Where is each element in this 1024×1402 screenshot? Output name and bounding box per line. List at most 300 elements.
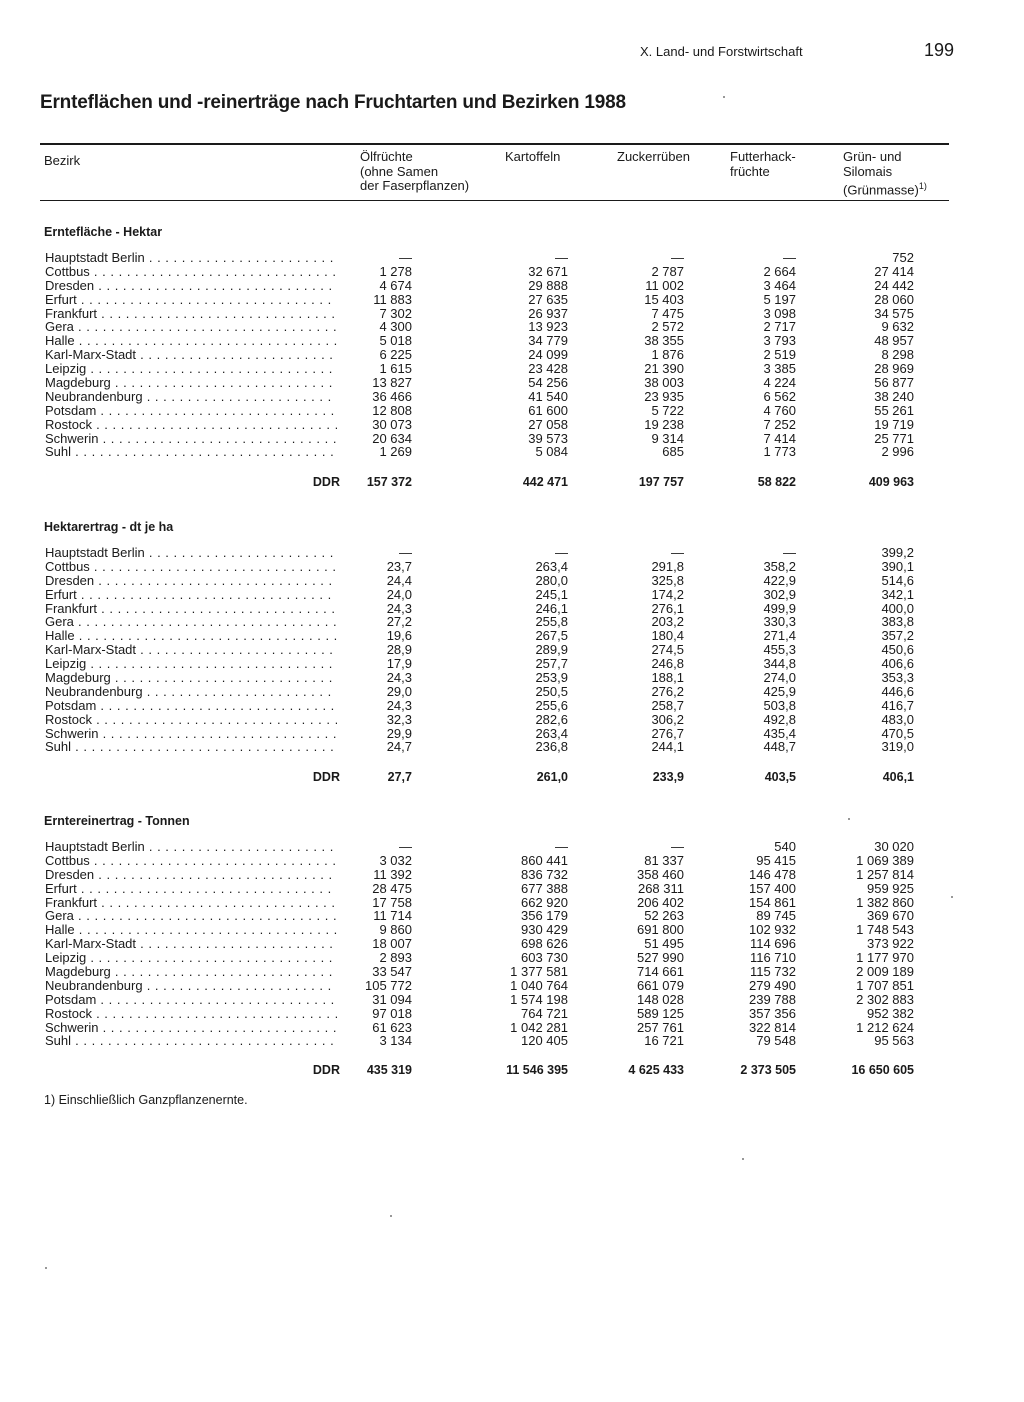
cell-value: 34 779 [528, 333, 568, 349]
cell-value: 30 073 [372, 416, 412, 432]
bezirk-name: Leipzig . . . [45, 362, 337, 376]
total-row-ddr [0, 1063, 1024, 1077]
cell-value: 28,9 [386, 642, 412, 658]
cell-value: 422,9 [763, 572, 796, 588]
cell-value: 399,2 [881, 545, 914, 560]
cell-value: 27,2 [386, 614, 412, 630]
cell-value: 358 460 [637, 866, 684, 882]
cell-value: 4 760 [763, 402, 796, 418]
cell-value: 95 563 [874, 1033, 914, 1049]
scan-speck [848, 818, 850, 820]
cell-value: 342,1 [881, 586, 914, 602]
cell-value: 492,8 [763, 711, 796, 727]
cell-value: 1 212 624 [856, 1019, 914, 1035]
cell-value: 514,6 [881, 572, 914, 588]
cell-value: 6 225 [379, 347, 412, 363]
cell-value: 24 442 [874, 277, 914, 293]
cell-value: 246,1 [535, 600, 568, 616]
cell-value: 28 475 [372, 880, 412, 896]
cell-value: 51 495 [644, 936, 684, 952]
cell-value: 527 990 [637, 950, 684, 966]
bezirk-name: Hauptstadt Berlin . . . [45, 251, 337, 265]
cell-value: 677 388 [521, 880, 568, 896]
cell-value: 239 788 [749, 991, 796, 1007]
cell-value: — [555, 545, 568, 560]
cell-value: 255,6 [535, 697, 568, 713]
table-row [0, 279, 1024, 293]
bezirk-name: Halle . . . [45, 334, 337, 348]
cell-value: 1 876 [651, 347, 684, 363]
cell-value: — [399, 250, 412, 265]
cell-value: 24,3 [386, 697, 412, 713]
cell-value: 41 540 [528, 388, 568, 404]
cell-value: 357 356 [749, 1005, 796, 1021]
cell-value: 11 002 [645, 277, 684, 293]
cell-value: 603 730 [521, 950, 568, 966]
cell-value: 1 177 970 [856, 950, 914, 966]
cell-value: — [671, 839, 684, 854]
column-header-silomais [843, 150, 927, 198]
bezirk-name: Erfurt . . . [45, 293, 337, 307]
bezirk-name: Suhl . . . [45, 1034, 337, 1048]
cell-value: 24,7 [386, 739, 412, 755]
cell-value: 448,7 [763, 739, 796, 755]
table-row [0, 965, 1024, 979]
cell-value: 698 626 [521, 936, 568, 952]
cell-value: 714 661 [637, 964, 684, 980]
cell-value: 26 937 [528, 305, 568, 321]
cell-value: 274,5 [651, 642, 684, 658]
cell-value: 32,3 [386, 711, 412, 727]
cell-value: 276,7 [651, 725, 684, 741]
cell-value: 38 240 [874, 388, 914, 404]
cell-value: 24,3 [386, 600, 412, 616]
cell-value: 356 179 [521, 908, 568, 924]
table-row [0, 1034, 1024, 1048]
bezirk-name: Frankfurt . . . [45, 896, 337, 910]
table-row [0, 445, 1024, 459]
cell-value: 116 710 [749, 950, 796, 966]
cell-value: 97 018 [372, 1005, 412, 1021]
cell-value: 330,3 [763, 614, 796, 630]
total-value: 4 625 433 [628, 1063, 684, 1077]
cell-value: 1 748 543 [856, 922, 914, 938]
total-value: 2 373 505 [740, 1063, 796, 1077]
cell-value: 263,4 [535, 725, 568, 741]
bezirk-name: Frankfurt . . . [45, 602, 337, 616]
cell-value: 3 464 [763, 277, 796, 293]
cell-value: 146 478 [749, 866, 796, 882]
table-row [0, 615, 1024, 629]
cell-value: 764 721 [521, 1005, 568, 1021]
cell-value: — [783, 545, 796, 560]
cell-value: 3 134 [379, 1033, 412, 1049]
total-value: 442 471 [522, 475, 568, 489]
table-row [0, 1007, 1024, 1021]
cell-value: — [399, 545, 412, 560]
cell-value: 540 [774, 839, 796, 854]
column-header-oelfruechte: Ölfrüchte (ohne Samen der Faserpflanzen) [360, 149, 470, 193]
cell-value: 34 575 [874, 305, 914, 321]
bezirk-name: Potsdam . . . [45, 993, 337, 1007]
cell-value: 276,2 [651, 683, 684, 699]
cell-value: 257 761 [637, 1019, 684, 1035]
section-title: Hektarertrag - dt je ha [44, 520, 174, 534]
bezirk-name: Rostock . . . [45, 418, 337, 432]
total-value: 27,7 [387, 770, 412, 784]
cell-value: 390,1 [881, 558, 914, 574]
table-row [0, 362, 1024, 376]
cell-value: 9 860 [379, 922, 412, 938]
table-row [0, 657, 1024, 671]
cell-value: 1 615 [379, 361, 412, 377]
bezirk-name: Potsdam . . . [45, 699, 337, 713]
table-row [0, 643, 1024, 657]
bezirk-name: Halle . . . [45, 923, 337, 937]
cell-value: 23,7 [386, 558, 412, 574]
table-row [0, 699, 1024, 713]
cell-value: 280,0 [535, 572, 568, 588]
cell-value: 11 714 [373, 908, 412, 924]
cell-value: — [671, 250, 684, 265]
cell-value: — [671, 545, 684, 560]
cell-value: 274,0 [763, 670, 796, 686]
cell-value: 19,6 [386, 628, 412, 644]
cell-value: 263,4 [535, 558, 568, 574]
cell-value: 1 707 851 [856, 977, 914, 993]
cell-value: 24 099 [528, 347, 568, 363]
table-row [0, 432, 1024, 446]
cell-value: 470,5 [881, 725, 914, 741]
cell-value: 2 893 [379, 950, 412, 966]
cell-value: 55 261 [874, 402, 914, 418]
bezirk-name: Hauptstadt Berlin . . . [45, 840, 337, 854]
cell-value: 1 257 814 [856, 866, 914, 882]
cell-value: 344,8 [763, 656, 796, 672]
cell-value: 19 238 [644, 416, 684, 432]
cell-value: 18 007 [372, 936, 412, 952]
table-row [0, 951, 1024, 965]
bezirk-name: Dresden . . . [45, 574, 337, 588]
table-row [0, 979, 1024, 993]
cell-value: 279 490 [749, 977, 796, 993]
cell-value: 7 302 [379, 305, 412, 321]
cell-value: 2 572 [651, 319, 684, 335]
cell-value: — [555, 250, 568, 265]
bezirk-name: Magdeburg . . . [45, 376, 337, 390]
total-value: 435 319 [366, 1063, 412, 1077]
cell-value: 81 337 [644, 852, 684, 868]
cell-value: 2 519 [763, 347, 796, 363]
total-value: 16 650 605 [851, 1063, 914, 1077]
bezirk-name: Magdeburg . . . [45, 965, 337, 979]
table-row [0, 671, 1024, 685]
cell-value: 38 355 [644, 333, 684, 349]
bezirk-name: Cottbus . . . [45, 560, 337, 574]
cell-value: 3 385 [763, 361, 796, 377]
total-value: 197 757 [638, 475, 684, 489]
cell-value: 1 040 764 [510, 977, 568, 993]
column-header-silomais-label: Grün- und Silomais (Grünmasse) [843, 149, 919, 198]
cell-value: 446,6 [881, 683, 914, 699]
cell-value: 358,2 [763, 558, 796, 574]
cell-value: 930 429 [521, 922, 568, 938]
cell-value: 257,7 [535, 656, 568, 672]
cell-value: 61 600 [528, 402, 568, 418]
cell-value: 322 814 [749, 1019, 796, 1035]
table-row [0, 588, 1024, 602]
cell-value: 1 042 281 [510, 1019, 568, 1035]
cell-value: 306,2 [651, 711, 684, 727]
cell-value: 206 402 [637, 894, 684, 910]
bezirk-name: Suhl . . . [45, 740, 337, 754]
total-value: 233,9 [652, 770, 684, 784]
total-value: 157 372 [366, 475, 412, 489]
cell-value: 1 773 [763, 444, 796, 460]
column-header-bezirk: Bezirk [44, 153, 81, 168]
cell-value: 7 475 [651, 305, 684, 321]
cell-value: 188,1 [651, 670, 684, 686]
cell-value: 245,1 [535, 586, 568, 602]
cell-value: 589 125 [637, 1005, 684, 1021]
cell-value: 32 671 [528, 263, 568, 279]
table-row [0, 418, 1024, 432]
bezirk-name: Karl-Marx-Stadt . . . [45, 643, 337, 657]
bezirk-name: Cottbus . . . [45, 265, 337, 279]
cell-value: — [783, 250, 796, 265]
cell-value: 4 224 [763, 375, 796, 391]
total-row-ddr [0, 770, 1024, 784]
bezirk-name: Gera . . . [45, 615, 337, 629]
bezirk-name: Gera . . . [45, 320, 337, 334]
scan-speck [951, 896, 953, 898]
table-row [0, 937, 1024, 951]
cell-value: 29,9 [386, 725, 412, 741]
table-row [0, 251, 1024, 265]
cell-value: 246,8 [651, 656, 684, 672]
cell-value: 836 732 [521, 866, 568, 882]
cell-value: 11 392 [373, 866, 412, 882]
cell-value: 752 [892, 250, 914, 265]
bezirk-name: Gera . . . [45, 909, 337, 923]
bezirk-name: Frankfurt . . . [45, 307, 337, 321]
bezirk-name: Karl-Marx-Stadt . . . [45, 348, 337, 362]
cell-value: 276,1 [651, 600, 684, 616]
bezirk-name: Potsdam . . . [45, 404, 337, 418]
cell-value: 400,0 [881, 600, 914, 616]
cell-value: 383,8 [881, 614, 914, 630]
cell-value: 268 311 [637, 880, 684, 896]
cell-value: 17,9 [386, 656, 412, 672]
cell-value: 9 632 [881, 319, 914, 335]
cell-value: 691 800 [637, 922, 684, 938]
cell-value: 154 861 [749, 894, 796, 910]
cell-value: 2 664 [763, 263, 796, 279]
data-rows [0, 251, 1024, 459]
bezirk-name: Leipzig . . . [45, 657, 337, 671]
section-title: Erntefläche - Hektar [44, 225, 163, 239]
table-row [0, 348, 1024, 362]
cell-value: 282,6 [535, 711, 568, 727]
table-row [0, 265, 1024, 279]
cell-value: 2 996 [881, 444, 914, 460]
cell-value: 258,7 [651, 697, 684, 713]
bezirk-name: Dresden . . . [45, 279, 337, 293]
bezirk-name: Neubrandenburg . . . [45, 685, 337, 699]
cell-value: 30 020 [874, 839, 914, 854]
cell-value: 244,1 [651, 739, 684, 755]
table-header-rule [40, 200, 949, 201]
cell-value: 13 827 [372, 375, 412, 391]
cell-value: 114 696 [749, 936, 796, 952]
cell-value: 27 058 [528, 416, 568, 432]
cell-value: 353,3 [881, 670, 914, 686]
table-row [0, 896, 1024, 910]
data-rows [0, 546, 1024, 754]
cell-value: 29 888 [528, 277, 568, 293]
table-row [0, 882, 1024, 896]
cell-value: 267,5 [535, 628, 568, 644]
bezirk-name: Rostock . . . [45, 713, 337, 727]
table-row [0, 307, 1024, 321]
cell-value: 9 314 [651, 430, 684, 446]
cell-value: 2 717 [763, 319, 796, 335]
cell-value: 5 018 [379, 333, 412, 349]
bezirk-name: Rostock . . . [45, 1007, 337, 1021]
bezirk-name: Suhl . . . [45, 445, 337, 459]
cell-value: 357,2 [881, 628, 914, 644]
cell-value: 61 623 [372, 1019, 412, 1035]
cell-value: 36 466 [372, 388, 412, 404]
cell-value: 29,0 [386, 683, 412, 699]
table-row [0, 546, 1024, 560]
bezirk-name: Erfurt . . . [45, 588, 337, 602]
cell-value: 1 269 [379, 444, 412, 460]
cell-value: 21 390 [644, 361, 684, 377]
table-row [0, 854, 1024, 868]
scan-speck [390, 1215, 392, 1217]
cell-value: 1 069 389 [856, 852, 914, 868]
cell-value: 33 547 [372, 964, 412, 980]
bezirk-name: Schwerin . . . [45, 432, 337, 446]
scan-speck [742, 1158, 744, 1160]
column-header-kartoffeln: Kartoffeln [505, 149, 561, 164]
cell-value: 2 302 883 [856, 991, 914, 1007]
cell-value: 23 428 [528, 361, 568, 377]
cell-value: 2 787 [651, 263, 684, 279]
cell-value: 369 670 [867, 908, 914, 924]
cell-value: 2 009 189 [856, 964, 914, 980]
table-row [0, 840, 1024, 854]
cell-value: 3 032 [379, 852, 412, 868]
table-row [0, 376, 1024, 390]
bezirk-name: Leipzig . . . [45, 951, 337, 965]
total-value: 403,5 [764, 770, 796, 784]
cell-value: 7 252 [763, 416, 796, 432]
cell-value: 1 377 581 [510, 964, 568, 980]
cell-value: 1 278 [379, 263, 412, 279]
chapter-heading: X. Land- und Forstwirtschaft [640, 44, 803, 59]
section-title: Erntereinertrag - Tonnen [44, 814, 190, 828]
cell-value: 16 721 [644, 1033, 684, 1049]
table-row [0, 404, 1024, 418]
bezirk-name: Neubrandenburg . . . [45, 390, 337, 404]
cell-value: 4 300 [379, 319, 412, 335]
cell-value: 1 382 860 [856, 894, 914, 910]
data-rows [0, 840, 1024, 1048]
cell-value: 174,2 [651, 586, 684, 602]
cell-value: — [555, 839, 568, 854]
cell-value: 28 969 [874, 361, 914, 377]
bezirk-name: Schwerin . . . [45, 1021, 337, 1035]
cell-value: 148 028 [637, 991, 684, 1007]
cell-value: — [399, 839, 412, 854]
cell-value: 435,4 [763, 725, 796, 741]
cell-value: 952 382 [867, 1005, 914, 1021]
table-row [0, 390, 1024, 404]
table-row [0, 1021, 1024, 1035]
cell-value: 250,5 [535, 683, 568, 699]
cell-value: 959 925 [867, 880, 914, 896]
cell-value: 27 414 [874, 263, 914, 279]
cell-value: 203,2 [651, 614, 684, 630]
cell-value: 6 562 [763, 388, 796, 404]
cell-value: 271,4 [763, 628, 796, 644]
cell-value: 180,4 [651, 628, 684, 644]
cell-value: 89 745 [756, 908, 796, 924]
cell-value: 483,0 [881, 711, 914, 727]
cell-value: 95 415 [756, 852, 796, 868]
cell-value: 17 758 [372, 894, 412, 910]
cell-value: 12 808 [372, 402, 412, 418]
cell-value: 685 [662, 444, 684, 460]
cell-value: 661 079 [637, 977, 684, 993]
cell-value: 425,9 [763, 683, 796, 699]
table-row [0, 629, 1024, 643]
total-label: DDR [312, 770, 340, 784]
cell-value: 406,6 [881, 656, 914, 672]
table-row [0, 320, 1024, 334]
cell-value: 56 877 [874, 375, 914, 391]
bezirk-name: Neubrandenburg . . . [45, 979, 337, 993]
cell-value: 23 935 [644, 388, 684, 404]
table-row [0, 293, 1024, 307]
cell-value: 373 922 [867, 936, 914, 952]
cell-value: 255,8 [535, 614, 568, 630]
table-row [0, 334, 1024, 348]
scan-speck [45, 1267, 47, 1269]
cell-value: 662 920 [521, 894, 568, 910]
cell-value: 15 403 [644, 291, 684, 307]
cell-value: 3 098 [763, 305, 796, 321]
table-row [0, 909, 1024, 923]
cell-value: 24,0 [386, 586, 412, 602]
cell-value: 102 932 [749, 922, 796, 938]
total-value: 409 963 [868, 475, 914, 489]
page-title: Ernteflächen und -reinerträge nach Fruchtarten und Bezirken 1988 [40, 92, 626, 113]
cell-value: 503,8 [763, 697, 796, 713]
cell-value: 38 003 [644, 375, 684, 391]
total-label: DDR [312, 475, 340, 489]
table-row [0, 868, 1024, 882]
column-header-zuckerrueben: Zuckerrüben [617, 149, 690, 164]
cell-value: 24,4 [386, 572, 412, 588]
total-value: 11 546 395 [506, 1063, 568, 1077]
cell-value: 450,6 [881, 642, 914, 658]
cell-value: 5 084 [535, 444, 568, 460]
cell-value: 11 883 [373, 291, 412, 307]
total-value: 261,0 [536, 770, 568, 784]
